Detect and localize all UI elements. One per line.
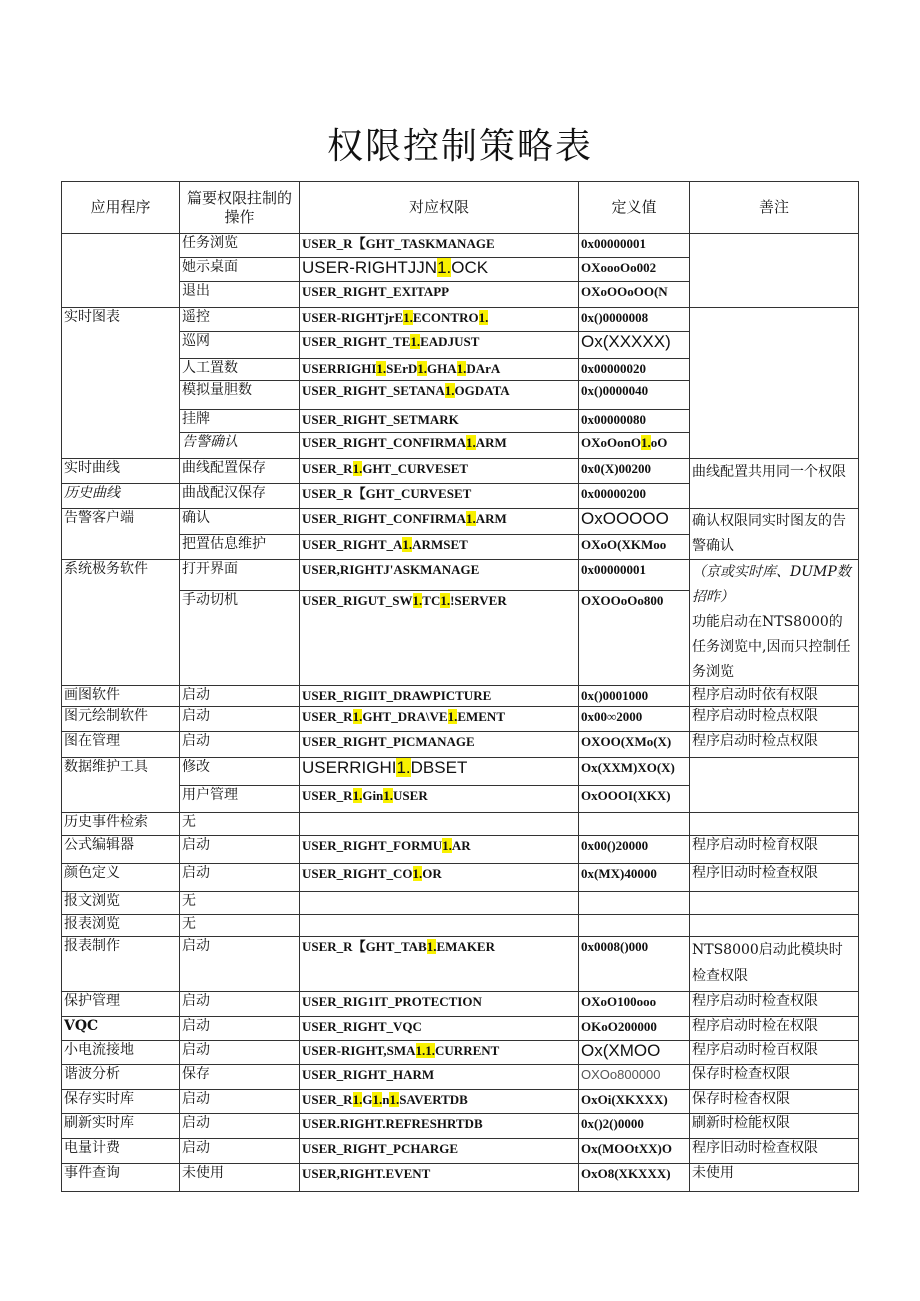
- value-cell: 0x00000200: [579, 484, 690, 509]
- op-cell: 无: [180, 813, 300, 836]
- value-cell: OXOOoOo800: [579, 591, 690, 686]
- value-cell: 0x()0000040: [579, 381, 690, 410]
- table-row: [62, 308, 859, 332]
- value-cell: 0x00000001: [579, 234, 690, 258]
- table-row: [62, 992, 859, 1017]
- op-cell: 启动: [180, 686, 300, 707]
- perm-cell: USER_R【GHT_TAB1.EMAKER: [300, 937, 579, 992]
- perm-cell: USER_RIGHT_SETMARK: [300, 410, 579, 433]
- value-cell: Ox(XXXXX): [579, 332, 690, 359]
- header-value: 定义值: [579, 182, 690, 234]
- perm-cell: USER_R【GHT_TASKMANAGE: [300, 234, 579, 258]
- table-row: [62, 937, 859, 992]
- op-cell: 启动: [180, 707, 300, 732]
- highlight-mark: 1.: [640, 435, 651, 450]
- perm-cell: USER_RIGHT_SETANA1.OGDATA: [300, 381, 579, 410]
- value-cell: 0x()2()0000: [579, 1114, 690, 1139]
- perm-cell: USERRIGHI1.DBSET: [300, 758, 579, 786]
- value-cell: OXOO(XMo(X): [579, 732, 690, 758]
- table-row: [62, 758, 859, 786]
- highlight-mark: 1.: [352, 1092, 363, 1107]
- note-cell: [690, 308, 859, 459]
- note-italic: （京或实时库、DUMP数招昨）: [692, 564, 851, 605]
- op-cell: 巡网: [180, 332, 300, 359]
- perm-cell: USER_RIGIIT_DRAWPICTURE: [300, 686, 579, 707]
- value-cell: 0x00∞2000: [579, 707, 690, 732]
- value-cell: OxOi(XKXXX): [579, 1090, 690, 1114]
- value-cell: OxOOOOO: [579, 509, 690, 535]
- app-cell: 电量计费: [62, 1139, 180, 1164]
- perm-cell: USER_RIG1IT_PROTECTION: [300, 992, 579, 1017]
- app-cell: 公式编辑器: [62, 836, 180, 864]
- note-text: 功能启动在NTS8000的任务浏览中,因而只控制任务浏览: [692, 614, 851, 680]
- perm-cell: USER-RIGHTjrE1.ECONTRO1.: [300, 308, 579, 332]
- op-cell: 告警确认: [180, 433, 300, 459]
- op-cell: 启动: [180, 1139, 300, 1164]
- op-cell: 用户管理: [180, 786, 300, 813]
- header-permission: 对应权限: [300, 182, 579, 234]
- value-cell: 0x00()20000: [579, 836, 690, 864]
- perm-cell: USER_R1.G1.n1.SAVERTDB: [300, 1090, 579, 1114]
- value-cell: OXoO(XKMoo: [579, 534, 690, 560]
- table-row: [62, 1114, 859, 1139]
- op-cell: 启动: [180, 937, 300, 992]
- app-cell: 画图软件: [62, 686, 180, 707]
- app-cell: 事件查询: [62, 1164, 180, 1192]
- highlight-mark: 1.: [412, 866, 423, 881]
- highlight-mark: 1.: [403, 310, 413, 325]
- app-cell: 报表制作: [62, 937, 180, 992]
- highlight-mark: 1.: [412, 593, 423, 609]
- note-cell: 未使用: [690, 1164, 859, 1192]
- note-cell: NTS8000启动此模块时检查权限: [690, 937, 859, 992]
- perm-cell: USER_RIGHT_PICMANAGE: [300, 732, 579, 758]
- table-row: [62, 915, 859, 937]
- value-cell: 0x0(X)00200: [579, 459, 690, 484]
- table-row: [62, 1090, 859, 1114]
- op-cell: 启动: [180, 864, 300, 892]
- highlight-mark: 1.: [444, 383, 455, 398]
- table-row: [62, 1017, 859, 1041]
- table-row: [62, 509, 859, 535]
- note-cell: 程序启动时检在权限: [690, 1017, 859, 1041]
- note-cell: 确认权限同实时图友的告警确认: [690, 509, 859, 560]
- table-row: [62, 686, 859, 707]
- table-row: [62, 234, 859, 258]
- note-cell: 程序旧动时检查权限: [690, 1139, 859, 1164]
- highlight-mark: 1.: [383, 788, 394, 803]
- op-cell: 人工置数: [180, 359, 300, 381]
- perm-cell: USER_RIGHT_FORMU1.AR: [300, 836, 579, 864]
- op-cell: 挂牌: [180, 410, 300, 433]
- perm-cell: USER_RIGUT_SW1.TC1.!SERVER: [300, 591, 579, 686]
- highlight-mark: 1.: [396, 758, 411, 777]
- table-row: [62, 864, 859, 892]
- note-cell: 曲线配置共用同一个权限: [690, 459, 859, 509]
- note-cell: 程序启动时检查权限: [690, 992, 859, 1017]
- value-cell: 0x()0000008: [579, 308, 690, 332]
- highlight-mark: 1.: [372, 1092, 383, 1107]
- app-cell: 报表浏览: [62, 915, 180, 937]
- app-cell: 保存实时库: [62, 1090, 180, 1114]
- app-cell: VQC: [62, 1017, 180, 1041]
- perm-cell: USER-RIGHTJJN1.OCK: [300, 258, 579, 282]
- op-cell: 启动: [180, 732, 300, 758]
- table-row: [62, 892, 859, 915]
- note-cell: 刷新时检能权限: [690, 1114, 859, 1139]
- table-row: [62, 732, 859, 758]
- app-cell: 图在管理: [62, 732, 180, 758]
- note-cell: 程序启动时依有权限: [690, 686, 859, 707]
- table-row: [62, 1065, 859, 1090]
- value-cell: OXoOOoOO(N: [579, 282, 690, 308]
- highlight-mark: 1.: [352, 461, 363, 476]
- perm-cell: USER,RIGHT.EVENT: [300, 1164, 579, 1192]
- perm-cell: USER_R1.Gin1.USER: [300, 786, 579, 813]
- perm-cell: USER_RIGHT_HARM: [300, 1065, 579, 1090]
- app-cell: [62, 234, 180, 308]
- value-cell: Ox(XXM)XO(X): [579, 758, 690, 786]
- op-cell: 任务浏览: [180, 234, 300, 258]
- op-cell: 启动: [180, 1017, 300, 1041]
- op-cell: 修改: [180, 758, 300, 786]
- perm-cell: USER,RIGHTJ'ASKMANAGE: [300, 560, 579, 591]
- perm-cell: USER_RIGHT_TE1.EADJUST: [300, 332, 579, 359]
- app-cell: 历史曲线: [62, 484, 180, 509]
- op-cell: 打开界面: [180, 560, 300, 591]
- highlight-mark: 1.: [437, 258, 452, 277]
- header-app: 应用程序: [62, 182, 180, 234]
- note-cell: 程序启动时检点权限: [690, 707, 859, 732]
- highlight-mark: 1.: [447, 709, 458, 724]
- note-cell: 程序启动时检育权限: [690, 836, 859, 864]
- app-cell: 系统极务软件: [62, 560, 180, 686]
- op-cell: 她示桌面: [180, 258, 300, 282]
- perm-cell: USER_RIGHT_CONFIRMA1.ARM: [300, 509, 579, 535]
- op-cell: 曲战配汉保存: [180, 484, 300, 509]
- page-title: 权限控制策略表: [326, 126, 593, 167]
- highlight-mark: 1.: [410, 334, 421, 349]
- header-note: 善注: [690, 182, 859, 234]
- op-cell: 无: [180, 892, 300, 915]
- perm-cell: USER_RIGHT_A1.ARMSET: [300, 534, 579, 560]
- value-cell: OxOOOI(XKX): [579, 786, 690, 813]
- app-cell: 图元绘制软件: [62, 707, 180, 732]
- note-cell: 程序启动时检点权限: [690, 732, 859, 758]
- note-cell: [690, 758, 859, 813]
- highlight-mark: 1.: [456, 361, 467, 376]
- perm-cell: USERRIGHI1.SErD1.GHA1.DArA: [300, 359, 579, 381]
- perm-cell: USER_RIGHT_CONFIRMA1.ARM: [300, 433, 579, 459]
- highlight-mark: 1.: [402, 536, 413, 552]
- app-cell: 数据维护工具: [62, 758, 180, 813]
- highlight-mark: 1.: [426, 939, 437, 954]
- value-cell: OXOo800000: [579, 1065, 690, 1090]
- value-cell: Ox(XMOO: [579, 1041, 690, 1065]
- highlight-mark: 1.: [352, 709, 363, 724]
- table-row: [62, 813, 859, 836]
- table-row: [62, 560, 859, 591]
- highlight-mark: 1.: [352, 788, 363, 803]
- value-cell: 0x00000001: [579, 560, 690, 591]
- app-cell: 报文浏览: [62, 892, 180, 915]
- note-cell: [690, 234, 859, 308]
- perm-cell: USER_R1.GHT_CURVESET: [300, 459, 579, 484]
- table-row: [62, 1041, 859, 1065]
- table-row: [62, 459, 859, 484]
- table-row: [62, 836, 859, 864]
- perm-cell: USER_R1.GHT_DRA\VE1.EMENT: [300, 707, 579, 732]
- value-cell: OxO8(XKXXX): [579, 1164, 690, 1192]
- app-cell: 谐波分析: [62, 1065, 180, 1090]
- perm-cell: USER_RIGHT_VQC: [300, 1017, 579, 1041]
- op-cell: 曲线配置保存: [180, 459, 300, 484]
- op-cell: 确认: [180, 509, 300, 535]
- op-cell: 启动: [180, 1090, 300, 1114]
- note-cell: 程序启动时检百权限: [690, 1041, 859, 1065]
- header-operation: 篇要权限拄制的操作: [180, 182, 300, 234]
- perm-cell: USER_RIGHT_CO1.OR: [300, 864, 579, 892]
- app-cell: 实时曲线: [62, 459, 180, 484]
- table-row: [62, 1164, 859, 1192]
- perm-cell: USER_R【GHT_CURVESET: [300, 484, 579, 509]
- op-cell: 遥控: [180, 308, 300, 332]
- value-cell: OXoOonO1.oO: [579, 433, 690, 459]
- table-row: [62, 707, 859, 732]
- header-row: [62, 182, 859, 234]
- table-row: [62, 1139, 859, 1164]
- value-cell: OXoooOo002: [579, 258, 690, 282]
- highlight-mark: 1.: [417, 361, 427, 376]
- note-cell: [690, 560, 859, 686]
- op-cell: 启动: [180, 1114, 300, 1139]
- op-cell: 模拟量胆数: [180, 381, 300, 410]
- app-cell: 刷新实时库: [62, 1114, 180, 1139]
- op-cell: 启动: [180, 992, 300, 1017]
- op-cell: 启动: [180, 1041, 300, 1065]
- value-cell: 0x00000020: [579, 359, 690, 381]
- highlight-mark: 1.: [389, 1092, 400, 1107]
- perm-cell: USER-RIGHT,SMA1.1.CURRENT: [300, 1041, 579, 1065]
- perm-cell: USER_RIGHT_PCHARGE: [300, 1139, 579, 1164]
- permission-table: [61, 181, 859, 1192]
- value-cell: 0x(MX)40000: [579, 864, 690, 892]
- note-cell: 保存时检杳权限: [690, 1090, 859, 1114]
- highlight-mark: 1.: [442, 838, 452, 853]
- value-cell: OKoO200000: [579, 1017, 690, 1041]
- app-cell: 保护管理: [62, 992, 180, 1017]
- perm-cell: USER_RIGHT_EXITAPP: [300, 282, 579, 308]
- op-cell: 无: [180, 915, 300, 937]
- app-cell: 小电流接地: [62, 1041, 180, 1065]
- highlight-mark: 1.: [478, 310, 489, 325]
- value-cell: OXoO100ooo: [579, 992, 690, 1017]
- op-cell: 把置估息维护: [180, 534, 300, 560]
- highlight-mark: 1.: [465, 435, 476, 450]
- highlight-mark: 1.: [425, 1043, 436, 1058]
- op-cell: 手动切机: [180, 591, 300, 686]
- app-cell: 实时图表: [62, 308, 180, 459]
- highlight-mark: 1.: [465, 511, 476, 526]
- app-cell: 颜色定义: [62, 864, 180, 892]
- highlight-mark: 1.: [376, 361, 387, 376]
- app-cell: 历史事件检索: [62, 813, 180, 836]
- value-cell: Ox(MOOtXX)O: [579, 1139, 690, 1164]
- note-cell: 保存时检查权限: [690, 1065, 859, 1090]
- op-cell: 启动: [180, 836, 300, 864]
- op-cell: 退出: [180, 282, 300, 308]
- perm-cell: USER.RIGHT.REFRESHRTDB: [300, 1114, 579, 1139]
- note-cell: 程序旧动时检查权限: [690, 864, 859, 892]
- value-cell: 0x0008()000: [579, 937, 690, 992]
- app-cell: 告警客户端: [62, 509, 180, 560]
- highlight-mark: 1.: [440, 593, 451, 609]
- op-cell: 保存: [180, 1065, 300, 1090]
- value-cell: 0x00000080: [579, 410, 690, 433]
- op-cell: 未使用: [180, 1164, 300, 1192]
- value-cell: 0x()0001000: [579, 686, 690, 707]
- highlight-mark: 1.: [415, 1043, 426, 1058]
